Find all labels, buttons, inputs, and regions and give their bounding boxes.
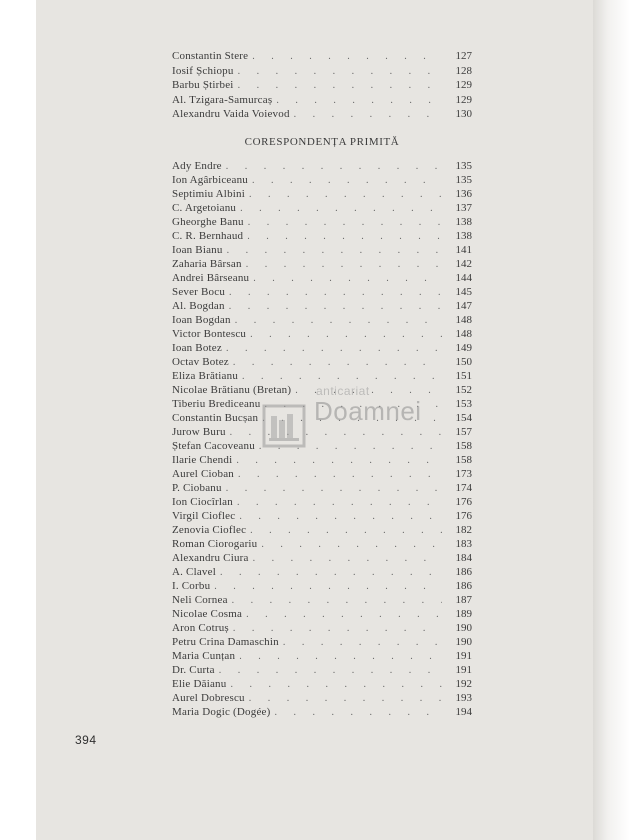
entry-page-number: 130 <box>455 108 472 120</box>
dot-leader <box>238 468 442 482</box>
entry-name: Dr. Curta <box>172 664 215 676</box>
watermark-main-text: Doamnei <box>314 396 422 426</box>
entry-name: Aurel Cioban <box>172 468 234 480</box>
index-entry <box>172 551 472 565</box>
dot-leader <box>252 174 442 188</box>
index-entry <box>172 285 472 299</box>
entry-page-number: 189 <box>455 608 472 620</box>
entry-page-number: 136 <box>455 188 472 200</box>
index-entry <box>172 243 472 257</box>
entry-name: Ștefan Cacoveanu <box>172 440 255 452</box>
entry-page-number: 187 <box>455 594 472 606</box>
dot-leader <box>249 188 442 202</box>
dot-leader <box>252 50 442 64</box>
entry-name: Virgil Cioflec <box>172 510 236 522</box>
dot-leader <box>238 79 442 93</box>
entry-page-number: 135 <box>455 160 472 172</box>
dot-leader <box>220 566 442 580</box>
dot-leader <box>236 454 442 468</box>
index-entry <box>172 677 472 691</box>
entry-name: Alexandru Vaida Voievod <box>172 108 290 120</box>
entry-page-number: 190 <box>455 622 472 634</box>
index-entry <box>172 107 472 121</box>
dot-leader <box>214 580 442 594</box>
dot-leader <box>261 538 442 552</box>
dot-leader <box>235 314 442 328</box>
entry-name: Ioan Bogdan <box>172 314 231 326</box>
index-entry <box>172 369 472 383</box>
entry-name: Zaharia Bârsan <box>172 258 242 270</box>
entry-name: Ioan Bianu <box>172 244 223 256</box>
index-entry <box>172 383 472 397</box>
index-entry <box>172 579 472 593</box>
index-entry <box>172 229 472 243</box>
entry-page-number: 138 <box>455 216 472 228</box>
entry-page-number: 148 <box>455 328 472 340</box>
entry-page-number: 173 <box>455 468 472 480</box>
entry-page-number: 191 <box>455 664 472 676</box>
dot-leader <box>264 398 442 412</box>
entry-page-number: 157 <box>455 426 472 438</box>
dot-leader <box>229 300 442 314</box>
dot-leader <box>246 258 442 272</box>
entry-name: Barbu Știrbei <box>172 79 234 91</box>
entry-name: C. Argetoianu <box>172 202 237 214</box>
entry-name: Iosif Șchiopu <box>172 64 234 77</box>
entry-page-number: 127 <box>455 50 472 62</box>
index-entry <box>172 439 472 453</box>
dot-leader <box>259 440 442 454</box>
entry-name: Alexandru Ciura <box>172 552 249 564</box>
dot-leader <box>276 94 442 108</box>
index-entry <box>172 453 472 467</box>
index-entry <box>172 78 472 92</box>
entry-page-number: 152 <box>455 384 472 396</box>
entry-page-number: 158 <box>455 440 472 452</box>
entry-name: Victor Bontescu <box>172 328 247 340</box>
entry-page-number: 193 <box>455 692 472 704</box>
dot-leader <box>238 65 442 79</box>
index-entry <box>172 663 472 677</box>
entry-name: Nicolae Cosma <box>172 608 243 620</box>
index-entry <box>172 411 472 425</box>
entry-name: Aron Cotruș <box>172 622 229 634</box>
index-entry <box>172 397 472 411</box>
dot-leader <box>262 412 442 426</box>
entry-page-number: 191 <box>455 650 472 662</box>
watermark-top-text: anticariat <box>316 384 370 398</box>
index-entry <box>172 313 472 327</box>
index-entry <box>172 341 472 355</box>
entry-name: Constantin Stere <box>172 50 249 62</box>
entry-page-number: 182 <box>455 524 472 536</box>
entry-page-number: 128 <box>455 64 472 77</box>
entry-page-number: 192 <box>455 678 472 690</box>
entry-page-number: 145 <box>455 286 472 298</box>
entry-page-number: 174 <box>455 482 472 494</box>
entry-name: Aurel Dobrescu <box>172 692 245 704</box>
dot-leader <box>246 608 442 622</box>
entry-name: Maria Cunțan <box>172 650 236 662</box>
dot-leader <box>253 272 442 286</box>
entry-page-number: 141 <box>455 244 472 256</box>
entry-name: I. Corbu <box>172 580 211 592</box>
entry-page-number: 176 <box>455 496 472 508</box>
index-entry <box>172 327 472 341</box>
dot-leader <box>239 650 442 664</box>
entry-name: Septimiu Albini <box>172 188 245 200</box>
entry-name: Octav Botez <box>172 356 229 368</box>
dot-leader <box>233 622 442 636</box>
entry-name: A. Clavel <box>172 566 216 578</box>
dot-leader <box>237 496 442 510</box>
entry-name: C. R. Bernhaud <box>172 230 244 242</box>
index-entry <box>172 607 472 621</box>
index-entry <box>172 159 472 173</box>
dot-leader <box>248 216 442 230</box>
index-entry <box>172 565 472 579</box>
entry-name: Maria Dogic (Dogée) <box>172 706 271 718</box>
entry-page-number: 151 <box>455 370 472 382</box>
dot-leader <box>227 244 442 258</box>
entry-page-number: 183 <box>455 538 472 550</box>
entry-name: Elie Dăianu <box>172 678 227 690</box>
index-entry <box>172 299 472 313</box>
entry-page-number: 129 <box>455 93 472 106</box>
dot-leader <box>249 692 442 706</box>
entry-page-number: 137 <box>455 202 472 214</box>
entry-name: P. Ciobanu <box>172 482 222 494</box>
index-entry <box>172 64 472 78</box>
entry-page-number: 190 <box>455 636 472 648</box>
dot-leader <box>250 328 442 342</box>
dot-leader <box>274 706 442 720</box>
entry-name: Ady Endre <box>172 160 222 172</box>
dot-leader <box>233 356 442 370</box>
index-entry <box>172 215 472 229</box>
entry-page-number: 142 <box>455 258 472 270</box>
section-heading: CORESPONDENȚA PRIMITĂ <box>244 136 400 148</box>
dot-leader <box>226 342 442 356</box>
index-entry <box>172 173 472 187</box>
index-entry <box>172 187 472 201</box>
entry-page-number: 186 <box>455 580 472 592</box>
entry-page-number: 129 <box>455 79 472 91</box>
dot-leader <box>226 482 442 496</box>
entry-name: Zenovia Cioflec <box>172 524 247 536</box>
entry-page-number: 147 <box>455 300 472 312</box>
index-entry <box>172 495 472 509</box>
dot-leader <box>294 108 442 122</box>
entry-page-number: 158 <box>455 454 472 466</box>
entry-page-number: 176 <box>455 510 472 522</box>
entry-name: Jurow Buru <box>172 426 226 438</box>
index-entry <box>172 621 472 635</box>
dot-leader <box>250 524 442 538</box>
index-entry <box>172 523 472 537</box>
entry-page-number: 144 <box>455 272 472 284</box>
entry-page-number: 153 <box>455 398 472 410</box>
index-entry <box>172 649 472 663</box>
entry-name: Al. Bogdan <box>172 300 225 312</box>
index-entry <box>172 257 472 271</box>
index-entry <box>172 509 472 523</box>
entry-name: Sever Bocu <box>172 286 226 298</box>
entry-page-number: 194 <box>455 706 472 718</box>
index-entry <box>172 691 472 705</box>
index-entry <box>172 271 472 285</box>
index-entry <box>172 705 472 719</box>
entry-page-number: 154 <box>455 412 472 424</box>
dot-leader <box>230 426 442 440</box>
dot-leader <box>242 370 442 384</box>
entry-name: Ilarie Chendi <box>172 454 233 466</box>
dot-leader <box>283 636 442 650</box>
entry-page-number: 138 <box>455 230 472 242</box>
dot-leader <box>240 202 442 216</box>
entry-name: Petru Crina Damaschin <box>172 636 279 648</box>
index-entry <box>172 467 472 481</box>
dot-leader <box>253 552 442 566</box>
dot-leader <box>230 678 442 692</box>
entry-name: Tiberiu Brediceanu <box>172 398 261 410</box>
entry-page-number: 184 <box>455 552 472 564</box>
entry-page-number: 150 <box>455 356 472 368</box>
entry-name: Nicolae Brătianu (Bretan) <box>172 384 292 396</box>
entry-name: Andrei Bârseanu <box>172 272 250 284</box>
entry-name: Gheorghe Banu <box>172 216 244 228</box>
dot-leader <box>219 664 442 678</box>
entry-page-number: 149 <box>455 342 472 354</box>
entry-name: Ion Ciocîrlan <box>172 496 233 508</box>
dot-leader <box>226 160 442 174</box>
index-entry <box>172 49 472 63</box>
entry-name: Constantin Bucșan <box>172 412 259 424</box>
dot-leader <box>295 384 442 398</box>
dot-leader <box>232 594 442 608</box>
dot-leader <box>247 230 442 244</box>
dot-leader <box>239 510 442 524</box>
entry-page-number: 135 <box>455 174 472 186</box>
entry-page-number: 148 <box>455 314 472 326</box>
index-entry <box>172 355 472 369</box>
index-entry <box>172 481 472 495</box>
index-entry <box>172 635 472 649</box>
entry-name: Roman Ciorogariu <box>172 538 258 550</box>
index-entry <box>172 425 472 439</box>
page-number: 394 <box>75 733 97 747</box>
entry-name: Ioan Botez <box>172 342 222 354</box>
index-entry <box>172 93 472 107</box>
index-entry <box>172 537 472 551</box>
dot-leader <box>229 286 442 300</box>
entry-name: Eliza Brătianu <box>172 370 239 382</box>
entry-name: Ion Agârbiceanu <box>172 174 248 186</box>
index-entry <box>172 201 472 215</box>
index-entry <box>172 593 472 607</box>
entry-name: Al. Tzigara-Samurcaș <box>172 93 273 106</box>
entry-page-number: 186 <box>455 566 472 578</box>
entry-name: Neli Cornea <box>172 594 228 606</box>
